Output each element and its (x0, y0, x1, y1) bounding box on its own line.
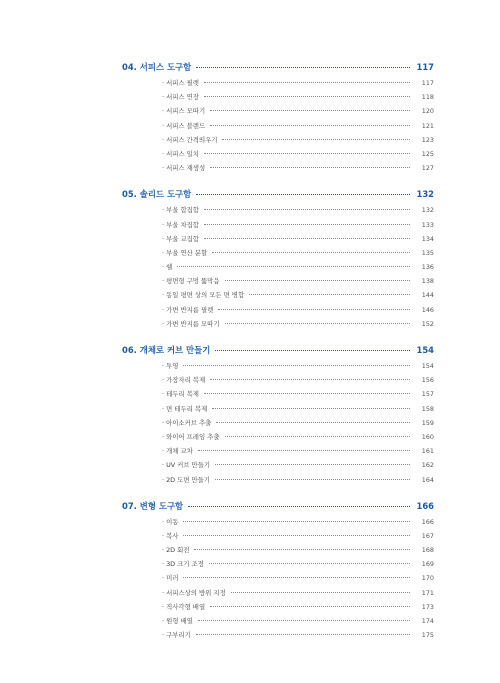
toc-entry[interactable] (162, 557, 434, 571)
entry-page-number: 169 (421, 560, 434, 569)
entry-page-number: 156 (421, 376, 434, 385)
toc-chapter (122, 58, 434, 175)
dot-leader (212, 408, 410, 409)
entry-page-number: 157 (421, 390, 434, 399)
entry-page-number: 132 (421, 206, 434, 215)
toc-chapter (122, 185, 434, 331)
entry-title: · 서피스 간격띄우기 (162, 135, 218, 144)
dot-leader (183, 535, 410, 536)
entry-page-number: 121 (421, 121, 434, 130)
entry-title: · 서피스 모따기 (162, 107, 206, 116)
entry-title: · 구부리기 (162, 631, 191, 640)
toc-entry[interactable] (162, 614, 434, 628)
toc-entry[interactable] (162, 133, 434, 147)
entry-title: · 미러 (162, 574, 179, 583)
dot-leader (210, 167, 410, 168)
entry-page-number: 175 (421, 631, 434, 640)
toc-entry[interactable] (162, 402, 434, 416)
entry-page-number: 120 (421, 107, 434, 116)
entry-title: · 와이어 프레임 추출 (162, 432, 220, 441)
toc-entry[interactable] (162, 387, 434, 401)
toc-entry[interactable] (162, 628, 434, 642)
toc-chapter (122, 341, 434, 487)
toc-entry[interactable] (162, 303, 434, 317)
entry-title: · 평면형 구멍 뚫막음 (162, 277, 220, 286)
toc-entry[interactable] (162, 600, 434, 614)
entry-page-number: 170 (421, 574, 434, 583)
toc-entry[interactable] (162, 90, 434, 104)
dot-leader (216, 422, 410, 423)
toc-entry[interactable] (162, 76, 434, 90)
dot-leader (225, 436, 410, 437)
toc-entry[interactable] (162, 246, 434, 260)
entry-page-number: 146 (421, 305, 434, 314)
entry-title: · 부울 차집합 (162, 220, 199, 229)
entry-page-number: 161 (421, 447, 434, 456)
chapter-heading-row[interactable] (122, 497, 434, 515)
dot-leader (212, 252, 410, 253)
entry-title: · 원형 배열 (162, 617, 193, 625)
toc-entry[interactable] (162, 444, 434, 458)
toc-entry[interactable] (162, 430, 434, 444)
entry-title: · 동일 평면 상의 모든 면 병합 (162, 291, 245, 300)
toc-entry[interactable] (162, 260, 434, 274)
dot-leader (198, 450, 410, 451)
entry-title: · 서피스 일치 (162, 149, 199, 158)
toc-chapter (122, 497, 434, 643)
entry-title: · 면 테두리 복제 (162, 404, 208, 413)
chapter-page-number: 166 (416, 500, 434, 511)
entry-title: · UV 커브 만들기 (162, 461, 211, 470)
entry-title: · 3D 크기 조정 (162, 560, 204, 569)
chapter-heading-row[interactable] (122, 58, 434, 76)
chapter-items (122, 515, 434, 643)
entry-title: · 서피스 블렌드 (162, 121, 206, 130)
entry-page-number: 160 (421, 432, 434, 441)
toc-entry[interactable] (162, 288, 434, 302)
chapter-items (122, 203, 434, 331)
chapter-heading-row[interactable] (122, 185, 434, 203)
dot-leader (194, 549, 410, 550)
toc-entry[interactable] (162, 317, 434, 331)
dot-leader (204, 209, 410, 210)
dot-leader (204, 153, 410, 154)
entry-page-number: 158 (421, 404, 434, 413)
toc-entry[interactable] (162, 373, 434, 387)
dot-leader (196, 634, 410, 635)
entry-page-number: 171 (421, 588, 434, 597)
dot-leader (183, 365, 410, 366)
chapter-page-number: 117 (416, 62, 434, 72)
entry-page-number: 164 (421, 475, 434, 484)
toc-entry[interactable] (162, 119, 434, 133)
entry-title: · 직사각형 배열 (162, 602, 206, 611)
dot-leader (204, 96, 410, 97)
toc-entry[interactable] (162, 274, 434, 288)
entry-page-number: 174 (421, 617, 434, 625)
toc-entry[interactable] (162, 586, 434, 600)
toc-entry[interactable] (162, 458, 434, 472)
entry-title: · 서피스상의 방위 지정 (162, 588, 226, 597)
dot-leader (198, 620, 410, 621)
dot-leader (196, 194, 410, 195)
dot-leader (204, 393, 410, 394)
entry-page-number: 167 (421, 531, 434, 540)
toc-entry[interactable] (162, 218, 434, 232)
entry-page-number: 173 (421, 602, 434, 611)
dot-leader (204, 82, 410, 83)
toc-entry[interactable] (162, 161, 434, 175)
chapter-heading-row[interactable] (122, 341, 434, 359)
dot-leader (215, 479, 410, 480)
entry-page-number: 154 (421, 362, 434, 370)
entry-page-number: 127 (421, 164, 434, 173)
table-of-contents (122, 58, 434, 652)
chapter-title: 04. 서피스 도구함 (122, 62, 192, 72)
entry-title: · 서피스 재생성 (162, 164, 206, 173)
toc-entry[interactable] (162, 473, 434, 487)
entry-title: · 부울 교집합 (162, 234, 199, 243)
chapter-page-number: 154 (416, 345, 434, 355)
entry-title: · 쉘 (162, 263, 173, 272)
entry-title: · 테두리 복제 (162, 390, 199, 399)
toc-entry[interactable] (162, 147, 434, 161)
dot-leader (210, 379, 410, 380)
entry-page-number: 133 (421, 220, 434, 229)
entry-title: · 부울 합집합 (162, 206, 199, 215)
entry-title: · 서피스 연장 (162, 93, 199, 102)
entry-title: · 가장자리 복제 (162, 376, 206, 385)
entry-page-number: 125 (421, 149, 434, 158)
dot-leader (183, 521, 410, 522)
entry-title: · 개체 교차 (162, 447, 193, 456)
entry-title: · 가변 반지름 필렛 (162, 305, 214, 314)
entry-title: · 이동 (162, 517, 179, 526)
dot-leader (225, 280, 410, 281)
chapter-items (122, 76, 434, 175)
dot-leader (215, 464, 410, 465)
toc-entry[interactable] (162, 515, 434, 529)
chapter-items (122, 359, 434, 487)
entry-title: · 가변 반지름 모따기 (162, 319, 220, 328)
toc-entry[interactable] (162, 232, 434, 246)
entry-page-number: 166 (421, 517, 434, 526)
dot-leader (222, 139, 410, 140)
dot-leader (249, 294, 410, 295)
entry-page-number: 152 (421, 319, 434, 328)
entry-title: · 2D 도면 만들기 (162, 475, 210, 484)
toc-entry[interactable] (162, 359, 434, 373)
dot-leader (210, 110, 410, 111)
dot-leader (209, 563, 410, 564)
chapter-title: 07. 변형 도구함 (122, 500, 184, 511)
dot-leader (210, 125, 410, 126)
toc-entry[interactable] (162, 416, 434, 430)
entry-title: · 2D 회전 (162, 546, 190, 555)
entry-page-number: 136 (421, 263, 434, 272)
entry-title: · 아이소커브 추출 (162, 418, 212, 427)
entry-title: · 서피스 필렛 (162, 79, 199, 87)
entry-page-number: 135 (421, 248, 434, 257)
dot-leader (215, 350, 410, 351)
entry-page-number: 118 (421, 93, 434, 102)
toc-entry[interactable] (162, 543, 434, 557)
entry-page-number: 159 (421, 418, 434, 427)
dot-leader (188, 506, 410, 507)
toc-entry[interactable] (162, 104, 434, 118)
entry-page-number: 134 (421, 234, 434, 243)
entry-page-number: 168 (421, 546, 434, 555)
dot-leader (183, 577, 410, 578)
entry-page-number: 138 (421, 277, 434, 286)
dot-leader (204, 224, 410, 225)
entry-page-number: 117 (421, 79, 434, 87)
toc-entry[interactable] (162, 571, 434, 585)
chapter-title: 05. 솔리드 도구함 (122, 189, 192, 200)
entry-page-number: 162 (421, 461, 434, 470)
toc-entry[interactable] (162, 529, 434, 543)
dot-leader (231, 592, 410, 593)
entry-title: · 복사 (162, 531, 179, 540)
dot-leader (196, 67, 410, 68)
dot-leader (177, 266, 410, 267)
toc-entry[interactable] (162, 203, 434, 217)
dot-leader (204, 238, 410, 239)
dot-leader (218, 309, 410, 310)
dot-leader (210, 606, 410, 607)
chapter-title: 06. 개체로 커브 만들기 (122, 345, 211, 355)
entry-page-number: 144 (421, 291, 434, 300)
entry-title: · 부울 연산 분할 (162, 248, 208, 257)
entry-title: · 투영 (162, 362, 179, 370)
entry-page-number: 123 (421, 135, 434, 144)
chapter-page-number: 132 (416, 189, 434, 200)
dot-leader (225, 323, 410, 324)
